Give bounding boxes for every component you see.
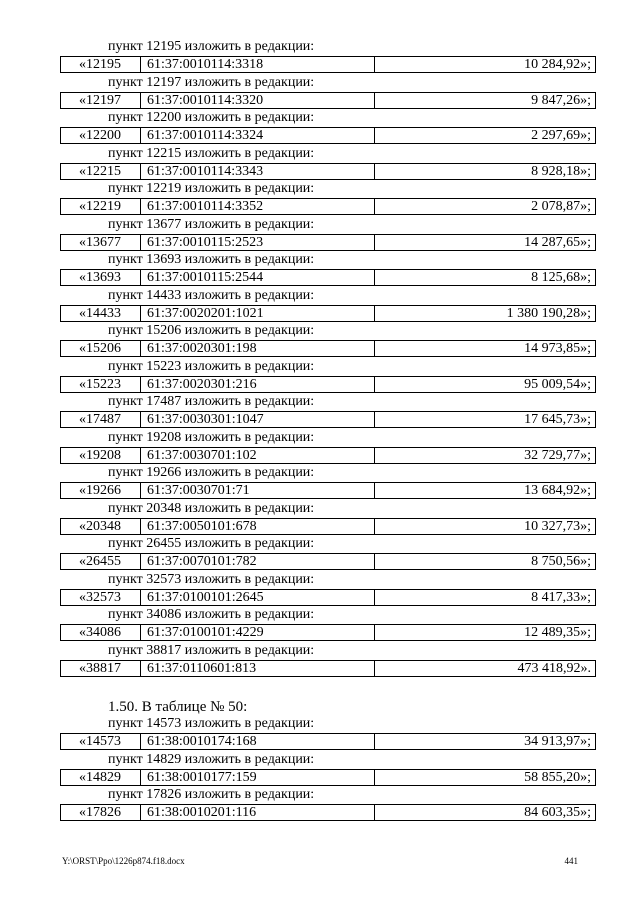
item-number-cell: «13693 — [61, 270, 141, 285]
item-number-cell: «12219 — [61, 199, 141, 214]
item-number-cell: «12195 — [61, 57, 141, 72]
cadastral-number-cell: 61:38:0010174:168 — [141, 734, 375, 749]
amendment-block — [60, 109, 596, 144]
table-row — [60, 376, 596, 393]
amendment-block — [60, 571, 596, 606]
table-row — [60, 234, 596, 251]
table-row — [60, 553, 596, 570]
amendment-intro: пункт 19208 изложить в редакции: — [108, 429, 315, 445]
amendment-intro: пункт 13677 изложить в редакции: — [108, 216, 315, 232]
value-cell: 84 603,35»; — [524, 805, 591, 820]
item-number-cell: «32573 — [61, 590, 141, 605]
amendment-intro: пункт 12195 изложить в редакции: — [108, 39, 315, 54]
table-row — [60, 518, 596, 535]
amendment-intro: пункт 14433 изложить в редакции: — [108, 287, 315, 303]
value-cell: 13 684,92»; — [524, 483, 591, 498]
item-number-cell: «17826 — [61, 805, 141, 820]
amendment-block — [60, 251, 596, 286]
table-row — [60, 804, 596, 821]
table-row — [60, 624, 596, 641]
cadastral-number-cell: 61:37:0010114:3352 — [141, 199, 375, 214]
value-cell: 2 297,69»; — [531, 128, 591, 143]
value-cell: 2 078,87»; — [531, 199, 591, 214]
cadastral-number-cell: 61:37:0030701:102 — [141, 448, 375, 463]
item-number-cell: «15206 — [61, 341, 141, 356]
amendment-block — [60, 606, 596, 641]
cadastral-number-cell: 61:37:0010114:3324 — [141, 128, 375, 143]
value-cell: 12 489,35»; — [524, 625, 591, 640]
amendment-block — [60, 180, 596, 215]
amendment-block — [60, 464, 596, 499]
amendment-intro: пункт 38817 изложить в редакции: — [108, 642, 315, 658]
value-cell: 10 284,92»; — [524, 57, 591, 72]
cadastral-number-cell: 61:37:0010115:2544 — [141, 270, 375, 285]
item-number-cell: «15223 — [61, 377, 141, 392]
amendment-intro: пункт 17487 изложить в редакции: — [108, 394, 315, 409]
amendment-intro: пункт 15223 изложить в редакции: — [108, 358, 315, 374]
amendment-intro: пункт 14573 изложить в редакции: — [108, 716, 315, 731]
table-row — [60, 589, 596, 606]
table-row — [60, 482, 596, 499]
cadastral-number-cell: 61:37:0010114:3343 — [141, 164, 375, 179]
cadastral-number-cell: 61:37:0010114:3320 — [141, 93, 375, 108]
amendment-block — [60, 642, 596, 677]
value-cell: 8 417,33»; — [531, 589, 591, 605]
amendment-block — [60, 38, 596, 73]
amendment-intro: пункт 12200 изложить в редакции: — [108, 110, 315, 125]
value-cell: 9 847,26»; — [531, 92, 591, 108]
item-number-cell: «12197 — [61, 93, 141, 108]
amendment-block — [60, 322, 596, 357]
amendment-block — [60, 535, 596, 570]
cadastral-number-cell: 61:37:0070101:782 — [141, 554, 375, 569]
amendment-block — [60, 500, 596, 535]
amendment-block — [60, 74, 596, 109]
table-row — [60, 340, 596, 357]
table-row — [60, 163, 596, 180]
table-row — [60, 127, 596, 144]
amendment-block — [60, 358, 596, 393]
amendment-block — [60, 715, 596, 750]
amendment-block — [60, 393, 596, 428]
amendment-intro: пункт 13693 изложить в редакции: — [108, 252, 315, 267]
cadastral-number-cell: 61:37:0010115:2523 — [141, 235, 375, 250]
value-cell: 17 645,73»; — [524, 412, 591, 427]
amendment-intro: пункт 15206 изложить в редакции: — [108, 323, 315, 338]
cadastral-number-cell: 61:37:0030301:1047 — [141, 412, 375, 427]
table-row — [60, 660, 596, 677]
table-row — [60, 411, 596, 428]
amendment-intro: пункт 26455 изложить в редакции: — [108, 536, 315, 551]
item-number-cell: «19266 — [61, 483, 141, 498]
value-cell: 8 125,68»; — [531, 270, 591, 285]
cadastral-number-cell: 61:37:0020301:216 — [141, 377, 375, 392]
section-heading: 1.50. В таблице № 50: — [108, 699, 248, 715]
value-cell: 473 418,92». — [517, 660, 591, 676]
value-cell: 1 380 190,28»; — [506, 305, 591, 321]
item-number-cell: «12215 — [61, 164, 141, 179]
amendment-block — [60, 786, 596, 821]
value-cell: 58 855,20»; — [524, 769, 591, 785]
value-cell: 8 928,18»; — [531, 163, 591, 179]
cadastral-number-cell: 61:37:0020301:198 — [141, 341, 375, 356]
cadastral-number-cell: 61:37:0030701:71 — [141, 483, 375, 498]
table-row — [60, 198, 596, 215]
footer-page-number: 441 — [564, 856, 578, 866]
table-row — [60, 447, 596, 464]
cadastral-number-cell: 61:37:0100101:4229 — [141, 625, 375, 640]
amendment-block — [60, 751, 596, 786]
item-number-cell: «12200 — [61, 128, 141, 143]
cadastral-number-cell: 61:37:0050101:678 — [141, 519, 375, 534]
amendment-intro: пункт 14829 изложить в редакции: — [108, 751, 315, 767]
value-cell: 14 973,85»; — [524, 341, 591, 356]
item-number-cell: «20348 — [61, 519, 141, 534]
cadastral-number-cell: 61:38:0010177:159 — [141, 770, 375, 785]
table-row — [60, 769, 596, 786]
cadastral-number-cell: 61:38:0010201:116 — [141, 805, 375, 820]
page-footer — [62, 856, 578, 867]
table-row — [60, 269, 596, 286]
value-cell: 34 913,97»; — [524, 734, 591, 749]
item-number-cell: «14829 — [61, 770, 141, 785]
amendment-intro: пункт 12197 изложить в редакции: — [108, 74, 315, 90]
amendment-block — [60, 287, 596, 322]
amendment-block — [60, 145, 596, 180]
amendment-intro: пункт 12219 изложить в редакции: — [108, 181, 315, 196]
table-row — [60, 56, 596, 73]
amendment-intro: пункт 17826 изложить в редакции: — [108, 787, 315, 802]
cadastral-number-cell: 61:37:0110601:813 — [141, 661, 375, 676]
value-cell: 8 750,56»; — [531, 554, 591, 569]
item-number-cell: «14573 — [61, 734, 141, 749]
value-cell: 95 009,54»; — [524, 376, 591, 392]
item-number-cell: «34086 — [61, 625, 141, 640]
cadastral-number-cell: 61:37:0010114:3318 — [141, 57, 375, 72]
footer-file-path: Y:\ORST\Ppo\1226p874.f18.docx — [62, 856, 185, 866]
item-number-cell: «19208 — [61, 448, 141, 463]
table-row — [60, 92, 596, 109]
amendment-block — [60, 216, 596, 251]
amendment-intro: пункт 34086 изложить в редакции: — [108, 607, 315, 622]
value-cell: 14 287,65»; — [524, 234, 591, 250]
value-cell: 32 729,77»; — [524, 447, 591, 463]
cadastral-number-cell: 61:37:0100101:2645 — [141, 590, 375, 605]
item-number-cell: «38817 — [61, 661, 141, 676]
amendment-intro: пункт 32573 изложить в редакции: — [108, 571, 315, 587]
amendment-block — [60, 429, 596, 464]
item-number-cell: «13677 — [61, 235, 141, 250]
amendment-intro: пункт 12215 изложить в редакции: — [108, 145, 315, 161]
item-number-cell: «17487 — [61, 412, 141, 427]
cadastral-number-cell: 61:37:0020201:1021 — [141, 306, 375, 321]
amendment-intro: пункт 20348 изложить в редакции: — [108, 500, 315, 516]
item-number-cell: «26455 — [61, 554, 141, 569]
value-cell: 10 327,73»; — [524, 518, 591, 534]
table-row — [60, 305, 596, 322]
amendment-intro: пункт 19266 изложить в редакции: — [108, 465, 315, 480]
table-row — [60, 733, 596, 750]
item-number-cell: «14433 — [61, 306, 141, 321]
